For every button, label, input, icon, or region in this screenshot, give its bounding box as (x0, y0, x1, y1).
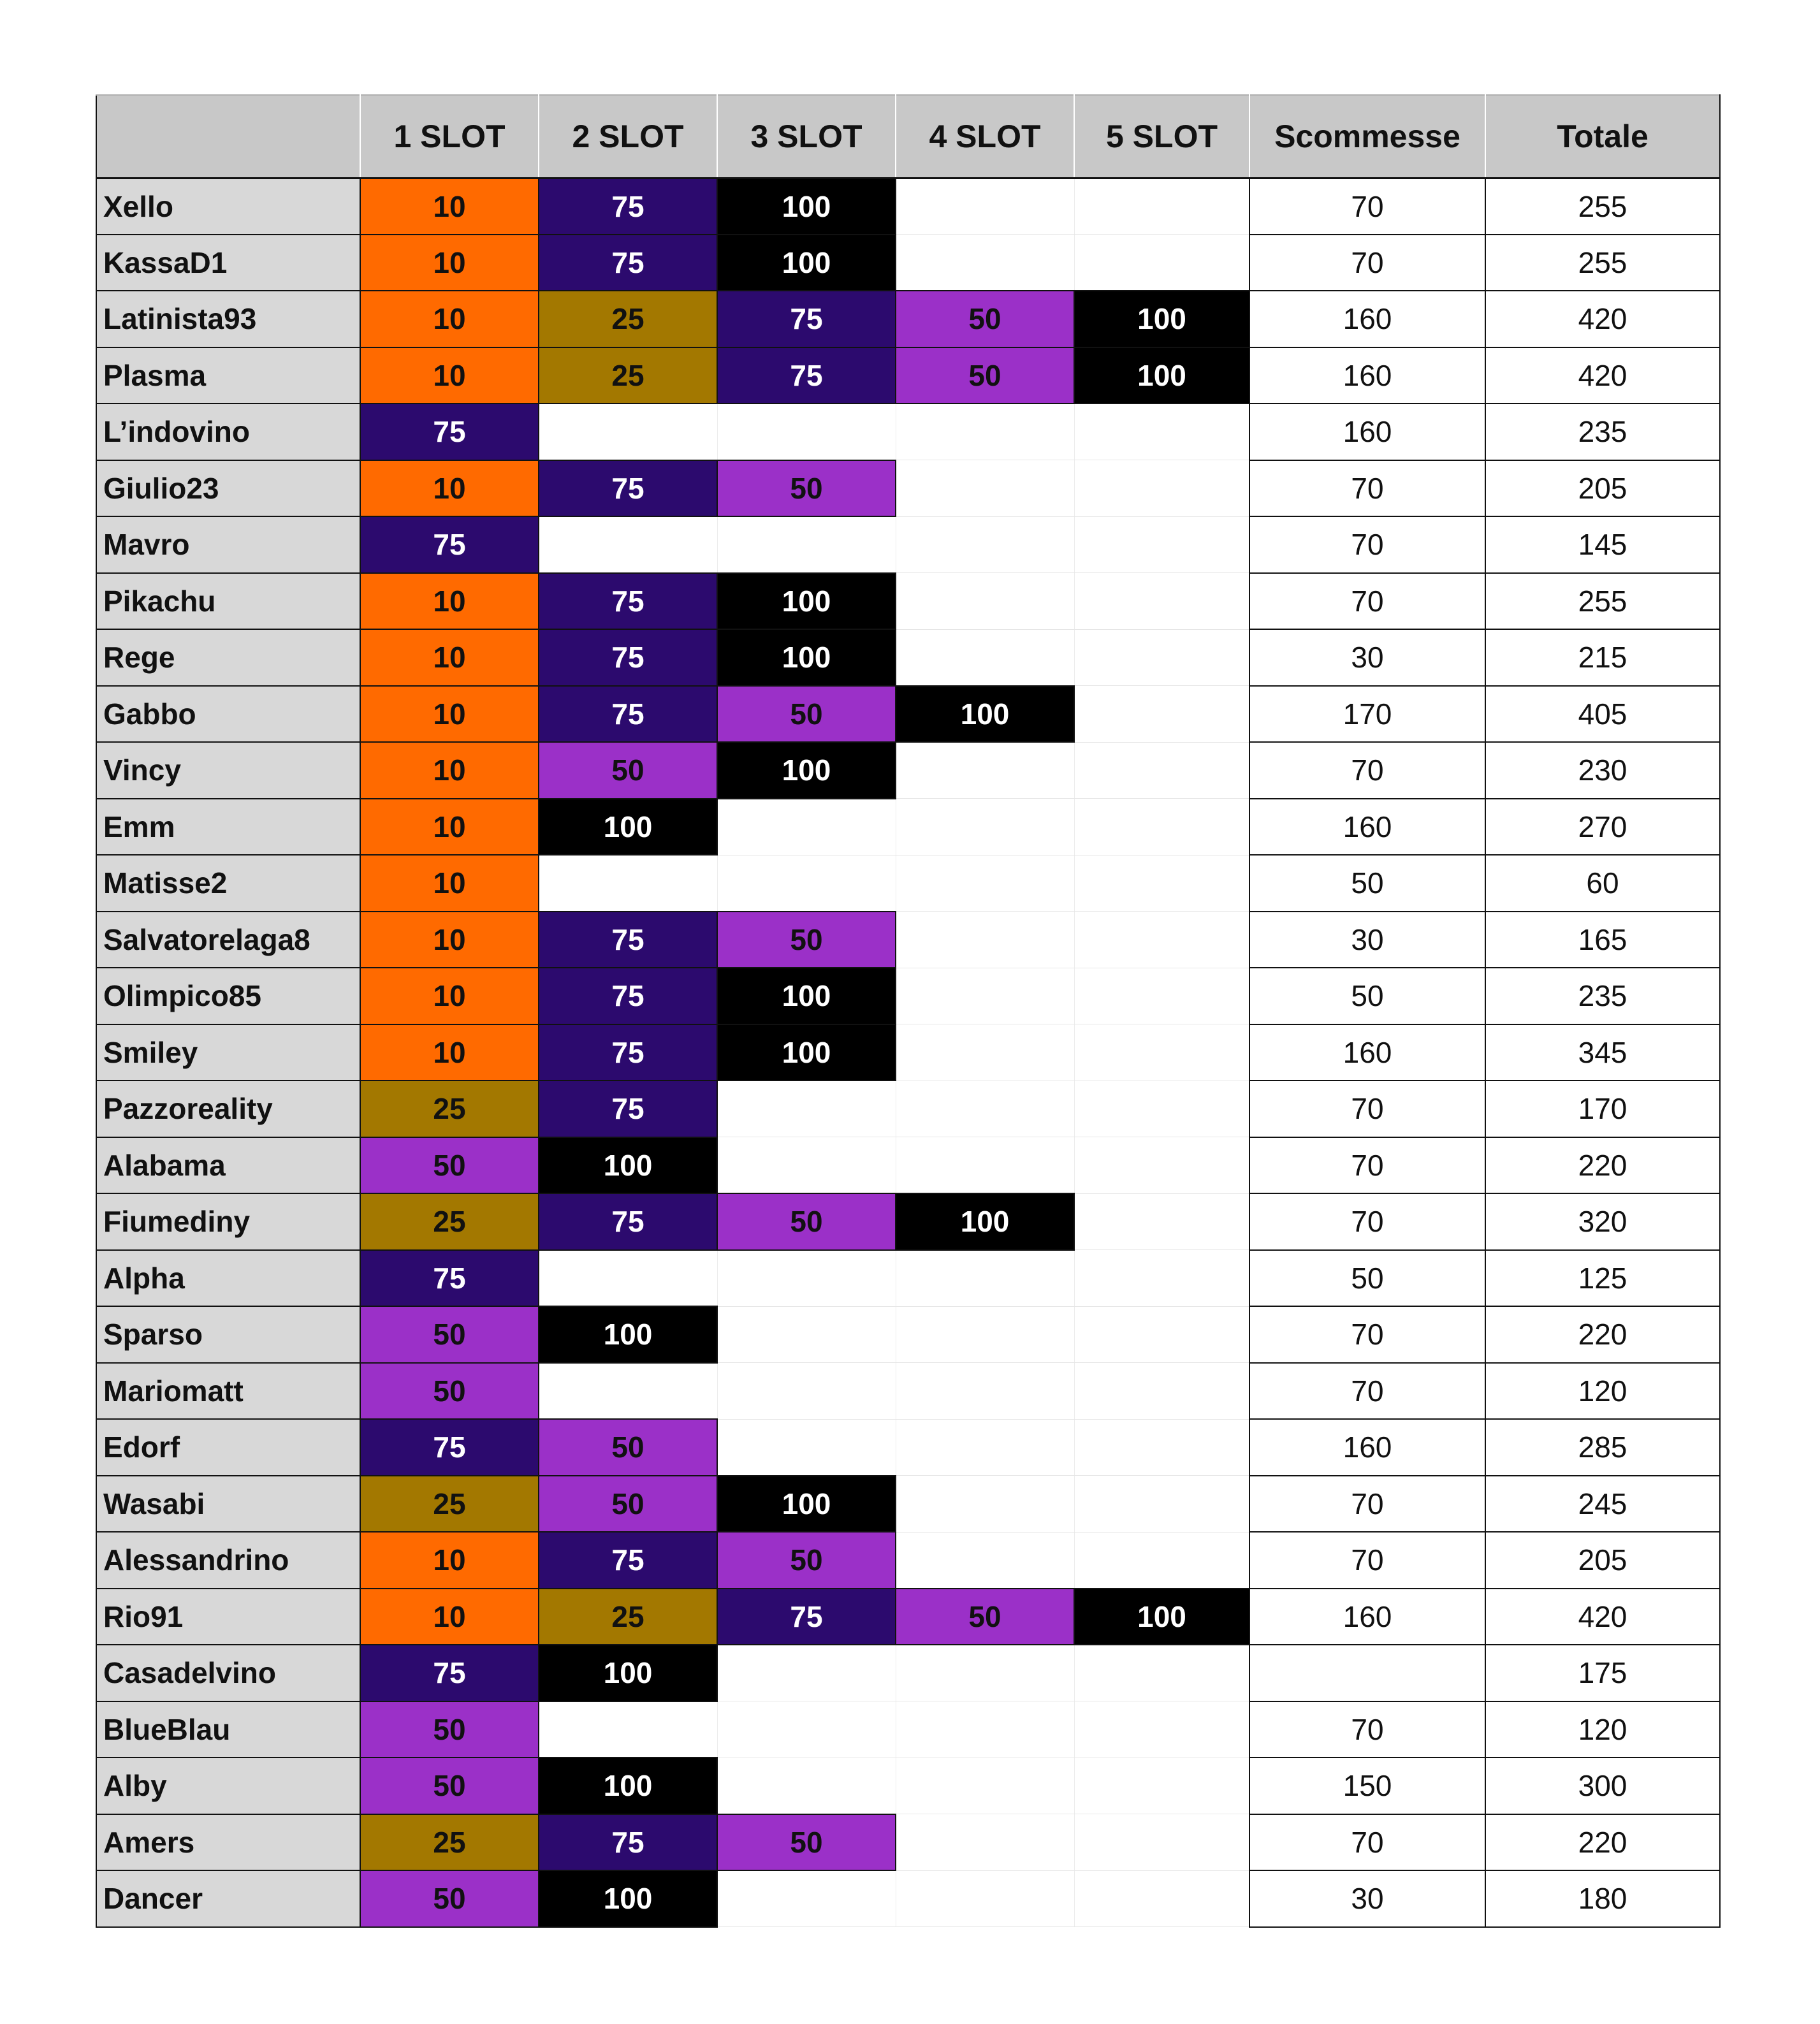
slot-2-cell: 75 (539, 1814, 717, 1871)
slot-4-cell (896, 1701, 1074, 1758)
player-name: BlueBlau (96, 1701, 360, 1758)
slot-2-cell: 100 (539, 1306, 717, 1363)
slot-4-cell: 100 (896, 686, 1074, 743)
slot-2-cell: 50 (539, 1419, 717, 1476)
slot-3-cell (717, 1250, 896, 1307)
slot-3-cell: 50 (717, 912, 896, 968)
slot-1-cell: 10 (360, 235, 539, 291)
slot-2-cell: 75 (539, 686, 717, 743)
totale-cell: 220 (1485, 1814, 1720, 1871)
slot-3-cell: 100 (717, 1024, 896, 1081)
slot-3-cell: 50 (717, 1193, 896, 1250)
slot-1-cell: 50 (360, 1701, 539, 1758)
slot-4-cell (896, 1306, 1074, 1363)
slot-2-cell (539, 404, 717, 460)
totale-cell: 180 (1485, 1870, 1720, 1927)
totale-cell: 165 (1485, 912, 1720, 968)
slot-2-cell: 75 (539, 1024, 717, 1081)
totale-cell: 120 (1485, 1363, 1720, 1420)
table-row (96, 968, 1720, 1024)
totale-cell: 205 (1485, 460, 1720, 517)
totale-cell: 220 (1485, 1306, 1720, 1363)
player-name: Dancer (96, 1870, 360, 1927)
slot-5-cell (1074, 1758, 1249, 1814)
slot-5-cell (1074, 1137, 1249, 1194)
slot-5-cell (1074, 404, 1249, 460)
scoreboard-table (96, 94, 1721, 1928)
player-name: Edorf (96, 1419, 360, 1476)
slot-4-cell (896, 1137, 1074, 1194)
table-row (96, 1870, 1720, 1927)
table-row (96, 347, 1720, 404)
slot-5-cell: 100 (1074, 291, 1249, 347)
slot-4-cell (896, 178, 1074, 235)
totale-cell: 230 (1485, 742, 1720, 799)
slot-1-cell: 50 (360, 1758, 539, 1814)
player-name: KassaD1 (96, 235, 360, 291)
player-name: Mavro (96, 516, 360, 573)
slot-3-cell: 100 (717, 178, 896, 235)
header-slot-5: 5 SLOT (1074, 95, 1249, 178)
table-header (96, 95, 1720, 178)
player-name: Xello (96, 178, 360, 235)
totale-cell: 285 (1485, 1419, 1720, 1476)
scommesse-cell: 70 (1249, 1532, 1485, 1589)
scommesse-cell: 70 (1249, 1476, 1485, 1533)
table-row (96, 1701, 1720, 1758)
totale-cell: 235 (1485, 968, 1720, 1024)
slot-2-cell: 50 (539, 742, 717, 799)
header-slot-3: 3 SLOT (717, 95, 896, 178)
slot-4-cell (896, 1250, 1074, 1307)
scommesse-cell: 170 (1249, 686, 1485, 743)
slot-3-cell: 100 (717, 742, 896, 799)
slot-5-cell (1074, 460, 1249, 517)
slot-1-cell: 10 (360, 686, 539, 743)
slot-2-cell: 75 (539, 629, 717, 686)
scommesse-cell: 160 (1249, 1589, 1485, 1645)
table-row (96, 178, 1720, 235)
totale-cell: 245 (1485, 1476, 1720, 1533)
slot-3-cell: 75 (717, 347, 896, 404)
scommesse-cell: 70 (1249, 1363, 1485, 1420)
scommesse-cell: 150 (1249, 1758, 1485, 1814)
scommesse-cell (1249, 1645, 1485, 1701)
scommesse-cell: 50 (1249, 968, 1485, 1024)
slot-5-cell (1074, 1701, 1249, 1758)
table-row (96, 912, 1720, 968)
slot-2-cell: 75 (539, 1193, 717, 1250)
player-name: Plasma (96, 347, 360, 404)
slot-4-cell (896, 235, 1074, 291)
slot-1-cell: 50 (360, 1137, 539, 1194)
slot-2-cell: 75 (539, 178, 717, 235)
player-name: L’indovino (96, 404, 360, 460)
slot-1-cell: 50 (360, 1363, 539, 1420)
slot-1-cell: 75 (360, 404, 539, 460)
slot-1-cell: 10 (360, 1589, 539, 1645)
slot-3-cell: 100 (717, 968, 896, 1024)
slot-1-cell: 10 (360, 347, 539, 404)
totale-cell: 420 (1485, 291, 1720, 347)
player-name: Sparso (96, 1306, 360, 1363)
scommesse-cell: 70 (1249, 1137, 1485, 1194)
table-row (96, 291, 1720, 347)
player-name: Latinista93 (96, 291, 360, 347)
slot-3-cell (717, 1137, 896, 1194)
slot-4-cell (896, 799, 1074, 855)
slot-4-cell: 100 (896, 1193, 1074, 1250)
slot-4-cell (896, 855, 1074, 912)
table-row (96, 799, 1720, 855)
table-row (96, 1758, 1720, 1814)
slot-2-cell: 50 (539, 1476, 717, 1533)
slot-2-cell: 75 (539, 573, 717, 630)
slot-5-cell (1074, 1476, 1249, 1533)
totale-cell: 320 (1485, 1193, 1720, 1250)
scommesse-cell: 70 (1249, 742, 1485, 799)
slot-2-cell: 75 (539, 235, 717, 291)
scommesse-cell: 70 (1249, 1701, 1485, 1758)
slot-3-cell (717, 1306, 896, 1363)
slot-4-cell (896, 460, 1074, 517)
slot-5-cell (1074, 1363, 1249, 1420)
table-row (96, 686, 1720, 743)
table-row (96, 1024, 1720, 1081)
slot-2-cell: 100 (539, 799, 717, 855)
scommesse-cell: 70 (1249, 516, 1485, 573)
slot-2-cell (539, 516, 717, 573)
slot-4-cell: 50 (896, 1589, 1074, 1645)
scommesse-cell: 70 (1249, 235, 1485, 291)
scommesse-cell: 160 (1249, 799, 1485, 855)
totale-cell: 215 (1485, 629, 1720, 686)
scommesse-cell: 70 (1249, 1306, 1485, 1363)
totale-cell: 255 (1485, 235, 1720, 291)
slot-5-cell (1074, 742, 1249, 799)
slot-3-cell: 100 (717, 573, 896, 630)
header-totale: Totale (1485, 95, 1720, 178)
scommesse-cell: 30 (1249, 1870, 1485, 1927)
slot-5-cell (1074, 629, 1249, 686)
player-name: Giulio23 (96, 460, 360, 517)
slot-5-cell (1074, 1814, 1249, 1871)
totale-cell: 420 (1485, 1589, 1720, 1645)
slot-1-cell: 50 (360, 1870, 539, 1927)
slot-5-cell (1074, 516, 1249, 573)
slot-5-cell (1074, 1532, 1249, 1589)
slot-3-cell (717, 1758, 896, 1814)
slot-4-cell: 50 (896, 347, 1074, 404)
slot-1-cell: 10 (360, 799, 539, 855)
scommesse-cell: 70 (1249, 1193, 1485, 1250)
table-row (96, 1589, 1720, 1645)
slot-1-cell: 25 (360, 1476, 539, 1533)
slot-3-cell (717, 404, 896, 460)
player-name: Mariomatt (96, 1363, 360, 1420)
totale-cell: 345 (1485, 1024, 1720, 1081)
player-name: Pikachu (96, 573, 360, 630)
slot-4-cell (896, 1532, 1074, 1589)
player-name: Alabama (96, 1137, 360, 1194)
slot-2-cell: 100 (539, 1870, 717, 1927)
slot-4-cell (896, 1476, 1074, 1533)
scommesse-cell: 160 (1249, 1419, 1485, 1476)
slot-1-cell: 75 (360, 516, 539, 573)
player-name: Fiumediny (96, 1193, 360, 1250)
header-slot-2: 2 SLOT (539, 95, 717, 178)
totale-cell: 235 (1485, 404, 1720, 460)
totale-cell: 220 (1485, 1137, 1720, 1194)
slot-1-cell: 75 (360, 1419, 539, 1476)
slot-4-cell (896, 516, 1074, 573)
slot-5-cell (1074, 799, 1249, 855)
scommesse-cell: 30 (1249, 912, 1485, 968)
table-row (96, 1532, 1720, 1589)
slot-3-cell (717, 1363, 896, 1420)
player-name: Alpha (96, 1250, 360, 1307)
header-slot-1: 1 SLOT (360, 95, 539, 178)
slot-2-cell: 75 (539, 1532, 717, 1589)
scommesse-cell: 70 (1249, 1814, 1485, 1871)
table-row (96, 1363, 1720, 1420)
scommesse-cell: 160 (1249, 404, 1485, 460)
slot-1-cell: 75 (360, 1250, 539, 1307)
scommesse-cell: 160 (1249, 1024, 1485, 1081)
player-name: Casadelvino (96, 1645, 360, 1701)
slot-3-cell (717, 1081, 896, 1137)
table-row (96, 742, 1720, 799)
table-row (96, 460, 1720, 517)
scommesse-cell: 30 (1249, 629, 1485, 686)
header-slot-4: 4 SLOT (896, 95, 1074, 178)
slot-2-cell: 100 (539, 1645, 717, 1701)
slot-2-cell (539, 855, 717, 912)
table-row (96, 1419, 1720, 1476)
player-name: Alessandrino (96, 1532, 360, 1589)
slot-3-cell: 50 (717, 1814, 896, 1871)
slot-4-cell (896, 1363, 1074, 1420)
slot-2-cell: 25 (539, 1589, 717, 1645)
totale-cell: 170 (1485, 1081, 1720, 1137)
slot-2-cell (539, 1363, 717, 1420)
player-name: Pazzoreality (96, 1081, 360, 1137)
slot-5-cell (1074, 1024, 1249, 1081)
scommesse-cell: 70 (1249, 573, 1485, 630)
slot-3-cell (717, 516, 896, 573)
header-row (96, 95, 1720, 178)
slot-1-cell: 10 (360, 178, 539, 235)
table-row (96, 1250, 1720, 1307)
player-name: Matisse2 (96, 855, 360, 912)
slot-4-cell (896, 1024, 1074, 1081)
slot-5-cell: 100 (1074, 347, 1249, 404)
player-name: Amers (96, 1814, 360, 1871)
table-row (96, 1081, 1720, 1137)
slot-4-cell (896, 629, 1074, 686)
slot-1-cell: 50 (360, 1306, 539, 1363)
slot-1-cell: 10 (360, 460, 539, 517)
player-name: Rege (96, 629, 360, 686)
slot-5-cell (1074, 686, 1249, 743)
slot-1-cell: 25 (360, 1081, 539, 1137)
slot-1-cell: 10 (360, 629, 539, 686)
slot-1-cell: 10 (360, 968, 539, 1024)
slot-5-cell (1074, 1081, 1249, 1137)
slot-4-cell (896, 404, 1074, 460)
slot-1-cell: 10 (360, 291, 539, 347)
scommesse-cell: 70 (1249, 1081, 1485, 1137)
slot-3-cell: 50 (717, 686, 896, 743)
slot-2-cell: 100 (539, 1758, 717, 1814)
scommesse-cell: 160 (1249, 347, 1485, 404)
slot-2-cell: 75 (539, 460, 717, 517)
slot-2-cell: 100 (539, 1137, 717, 1194)
slot-3-cell (717, 1701, 896, 1758)
player-name: Rio91 (96, 1589, 360, 1645)
slot-3-cell (717, 855, 896, 912)
slot-4-cell (896, 1758, 1074, 1814)
scommesse-cell: 70 (1249, 460, 1485, 517)
slot-3-cell: 100 (717, 235, 896, 291)
slot-1-cell: 25 (360, 1193, 539, 1250)
slot-4-cell (896, 1081, 1074, 1137)
slot-1-cell: 10 (360, 1532, 539, 1589)
slot-3-cell: 50 (717, 1532, 896, 1589)
table-row (96, 516, 1720, 573)
player-name: Salvatorelaga8 (96, 912, 360, 968)
player-name: Wasabi (96, 1476, 360, 1533)
slot-5-cell (1074, 178, 1249, 235)
table-row (96, 235, 1720, 291)
player-name: Olimpico85 (96, 968, 360, 1024)
table-row (96, 1137, 1720, 1194)
slot-4-cell (896, 1870, 1074, 1927)
totale-cell: 125 (1485, 1250, 1720, 1307)
slot-5-cell (1074, 1306, 1249, 1363)
slot-5-cell (1074, 912, 1249, 968)
slot-5-cell (1074, 1870, 1249, 1927)
slot-5-cell (1074, 235, 1249, 291)
slot-1-cell: 10 (360, 742, 539, 799)
slot-4-cell (896, 1814, 1074, 1871)
player-name: Smiley (96, 1024, 360, 1081)
player-name: Alby (96, 1758, 360, 1814)
slot-3-cell (717, 1870, 896, 1927)
slot-3-cell: 50 (717, 460, 896, 517)
slot-5-cell (1074, 1193, 1249, 1250)
table-row (96, 1193, 1720, 1250)
slot-5-cell (1074, 1419, 1249, 1476)
slot-5-cell: 100 (1074, 1589, 1249, 1645)
scommesse-cell: 50 (1249, 855, 1485, 912)
totale-cell: 420 (1485, 347, 1720, 404)
slot-3-cell: 100 (717, 1476, 896, 1533)
slot-4-cell: 50 (896, 291, 1074, 347)
totale-cell: 175 (1485, 1645, 1720, 1701)
table-body (96, 178, 1720, 1927)
table-row (96, 1306, 1720, 1363)
scommesse-cell: 160 (1249, 291, 1485, 347)
slot-5-cell (1074, 1250, 1249, 1307)
slot-3-cell (717, 1419, 896, 1476)
totale-cell: 205 (1485, 1532, 1720, 1589)
totale-cell: 270 (1485, 799, 1720, 855)
slot-4-cell (896, 912, 1074, 968)
slot-3-cell (717, 1645, 896, 1701)
slot-1-cell: 25 (360, 1814, 539, 1871)
player-name: Gabbo (96, 686, 360, 743)
table-row (96, 573, 1720, 630)
slot-5-cell (1074, 1645, 1249, 1701)
slot-1-cell: 10 (360, 1024, 539, 1081)
slot-2-cell (539, 1701, 717, 1758)
totale-cell: 60 (1485, 855, 1720, 912)
totale-cell: 255 (1485, 573, 1720, 630)
header-scommesse: Scommesse (1249, 95, 1485, 178)
slot-4-cell (896, 968, 1074, 1024)
totale-cell: 255 (1485, 178, 1720, 235)
header-corner (96, 95, 360, 178)
slot-2-cell: 75 (539, 912, 717, 968)
slot-4-cell (896, 1419, 1074, 1476)
slot-1-cell: 10 (360, 912, 539, 968)
slot-3-cell: 75 (717, 291, 896, 347)
table-row (96, 1814, 1720, 1871)
slot-3-cell (717, 799, 896, 855)
slot-5-cell (1074, 855, 1249, 912)
slot-4-cell (896, 573, 1074, 630)
scommesse-cell: 70 (1249, 178, 1485, 235)
totale-cell: 405 (1485, 686, 1720, 743)
table-row (96, 1645, 1720, 1701)
table-row (96, 855, 1720, 912)
table-row (96, 404, 1720, 460)
slot-5-cell (1074, 968, 1249, 1024)
table-row (96, 629, 1720, 686)
table-row (96, 1476, 1720, 1533)
slot-2-cell (539, 1250, 717, 1307)
slot-2-cell: 25 (539, 291, 717, 347)
slot-1-cell: 10 (360, 855, 539, 912)
totale-cell: 145 (1485, 516, 1720, 573)
slot-3-cell: 75 (717, 1589, 896, 1645)
totale-cell: 300 (1485, 1758, 1720, 1814)
slot-1-cell: 75 (360, 1645, 539, 1701)
slot-5-cell (1074, 573, 1249, 630)
scommesse-cell: 50 (1249, 1250, 1485, 1307)
slot-3-cell: 100 (717, 629, 896, 686)
player-name: Vincy (96, 742, 360, 799)
slot-4-cell (896, 742, 1074, 799)
slot-4-cell (896, 1645, 1074, 1701)
slot-1-cell: 10 (360, 573, 539, 630)
slot-2-cell: 75 (539, 1081, 717, 1137)
player-name: Emm (96, 799, 360, 855)
totale-cell: 120 (1485, 1701, 1720, 1758)
slot-2-cell: 75 (539, 968, 717, 1024)
slot-2-cell: 25 (539, 347, 717, 404)
